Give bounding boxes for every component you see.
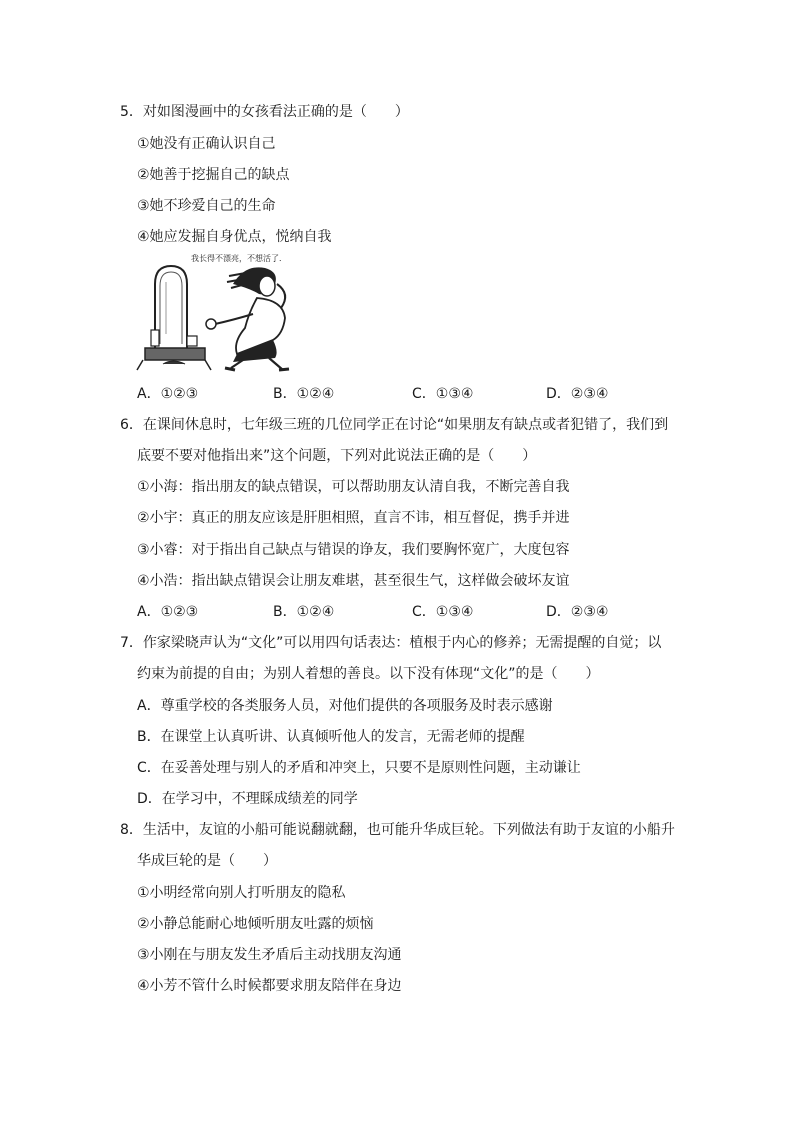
- question-6-option-1: ①小海：指出朋友的缺点错误，可以帮助朋友认清自我，不断完善自我: [137, 479, 570, 495]
- question-5-option-1: ①她没有正确认识自己: [137, 136, 276, 152]
- question-5-choices: [137, 384, 657, 404]
- question-8-stem-line-1: 8．生活中，友谊的小船可能说翻就翻，也可能升华成巨轮。下列做法有助于友谊的小船升: [120, 822, 675, 838]
- question-5-option-2: ②她善于挖掘自己的缺点: [137, 167, 290, 183]
- question-6-choices: [137, 602, 657, 622]
- question-6-choice-c[interactable]: C．①③④: [412, 604, 474, 620]
- question-6-choice-d[interactable]: D．②③④: [546, 604, 609, 620]
- question-5-choice-a[interactable]: A．①②③: [137, 386, 199, 402]
- question-8-option-1: ①小明经常向别人打听朋友的隐私: [137, 885, 346, 901]
- question-6-choice-b[interactable]: B．①②④: [273, 604, 335, 620]
- question-8-option-4: ④小芳不管什么时候都要求朋友陪伴在身边: [137, 978, 402, 994]
- question-8-option-2: ②小静总能耐心地倾听朋友吐露的烦恼: [137, 916, 374, 932]
- question-8-option-3: ③小刚在与朋友发生矛盾后主动找朋友沟通: [137, 947, 402, 963]
- cartoon-girl-at-mirror: [133, 254, 323, 372]
- question-6-option-4: ④小浩：指出缺点错误会让朋友难堪，甚至很生气，这样做会破坏友谊: [137, 573, 570, 589]
- question-7-option-a[interactable]: A．尊重学校的各类服务人员，对他们提供的各项服务及时表示感谢: [137, 698, 553, 714]
- question-5-choice-d[interactable]: D．②③④: [546, 386, 609, 402]
- question-8-stem-line-2: 华成巨轮的是（ ）: [137, 853, 277, 869]
- question-5-stem: 5．对如图漫画中的女孩看法正确的是（ ）: [120, 104, 409, 120]
- question-7-stem-line-2: 约束为前提的自由；为别人着想的善良。以下没有体现“文化”的是（ ）: [137, 666, 600, 682]
- question-7-stem-line-1: 7．作家梁晓声认为“文化”可以用四句话表达：植根于内心的修养；无需提醒的自觉；以: [120, 635, 662, 651]
- question-5-choice-b[interactable]: B．①②④: [273, 386, 335, 402]
- question-6-stem-line-2: 底要不要对他指出来”这个问题，下列对此说法正确的是（ ）: [137, 448, 537, 464]
- question-6-stem-line-1: 6．在课间休息时，七年级三班的几位同学正在讨论“如果朋友有缺点或者犯错了，我们到: [120, 417, 669, 433]
- question-7-option-b[interactable]: B．在课堂上认真听讲、认真倾听他人的发言，无需老师的提醒: [137, 729, 525, 745]
- question-5-option-4: ④她应发掘自身优点，悦纳自我: [137, 229, 332, 245]
- cartoon-caption: 我长得不漂亮，不想活了．: [191, 254, 287, 263]
- question-7-option-d[interactable]: D．在学习中，不理睬成绩差的同学: [137, 791, 358, 807]
- question-5-option-3: ③她不珍爱自己的生命: [137, 198, 276, 214]
- question-7-option-c[interactable]: C．在妥善处理与别人的矛盾和冲突上，只要不是原则性问题，主动谦让: [137, 760, 581, 776]
- question-6-option-2: ②小宇：真正的朋友应该是肝胆相照，直言不讳，相互督促，携手并进: [137, 510, 570, 526]
- question-5-choice-c[interactable]: C．①③④: [412, 386, 474, 402]
- question-6-option-3: ③小睿：对于指出自己缺点与错误的诤友，我们要胸怀宽广，大度包容: [137, 542, 570, 558]
- cartoon-illustration: [133, 254, 323, 372]
- question-6-choice-a[interactable]: A．①②③: [137, 604, 199, 620]
